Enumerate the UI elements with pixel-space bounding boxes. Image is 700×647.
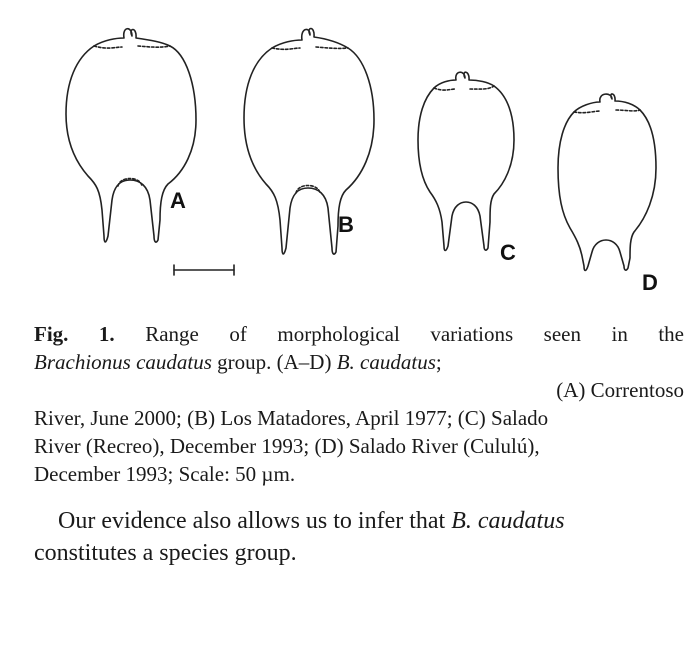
body-line-2: constitutes a species group. bbox=[34, 540, 297, 566]
panel-label-a: A bbox=[170, 188, 186, 213]
rotifer-figure bbox=[0, 0, 700, 300]
species-name: B. caudatus bbox=[336, 350, 436, 374]
caption-line-2: Brachionus caudatus group. (A–D) B. caudatus; bbox=[34, 350, 442, 374]
panel-label-d: D bbox=[642, 270, 658, 295]
caption-line-5: River (Recreo), December 1993; (D) Salado River (Cululú), bbox=[34, 434, 540, 458]
genus-name: Brachionus caudatus bbox=[34, 350, 212, 374]
body-paragraph bbox=[34, 505, 686, 569]
specimen-c-drawing bbox=[418, 72, 514, 250]
scale-bar bbox=[174, 265, 234, 275]
species-name-body: B. caudatus bbox=[451, 508, 565, 534]
caption-line-3: (A) Correntoso bbox=[556, 378, 684, 402]
caption-line-6: December 1993; Scale: 50 µm. bbox=[34, 462, 296, 486]
figure-caption bbox=[34, 320, 684, 488]
specimen-b-drawing bbox=[244, 29, 374, 255]
caption-line-4: River, June 2000; (B) Los Matadores, April 1977; (C) Salado bbox=[34, 406, 549, 430]
caption-line-1: Fig. 1. Range of morphological variations seen in the bbox=[34, 322, 685, 346]
figure-number: Fig. 1. bbox=[34, 322, 115, 346]
body-line-1: Our evidence also allows us to infer that B. caudatus bbox=[58, 508, 565, 534]
panel-label-c: C bbox=[500, 240, 516, 265]
panel-label-b: B bbox=[338, 212, 354, 237]
specimen-d-drawing bbox=[558, 94, 656, 271]
